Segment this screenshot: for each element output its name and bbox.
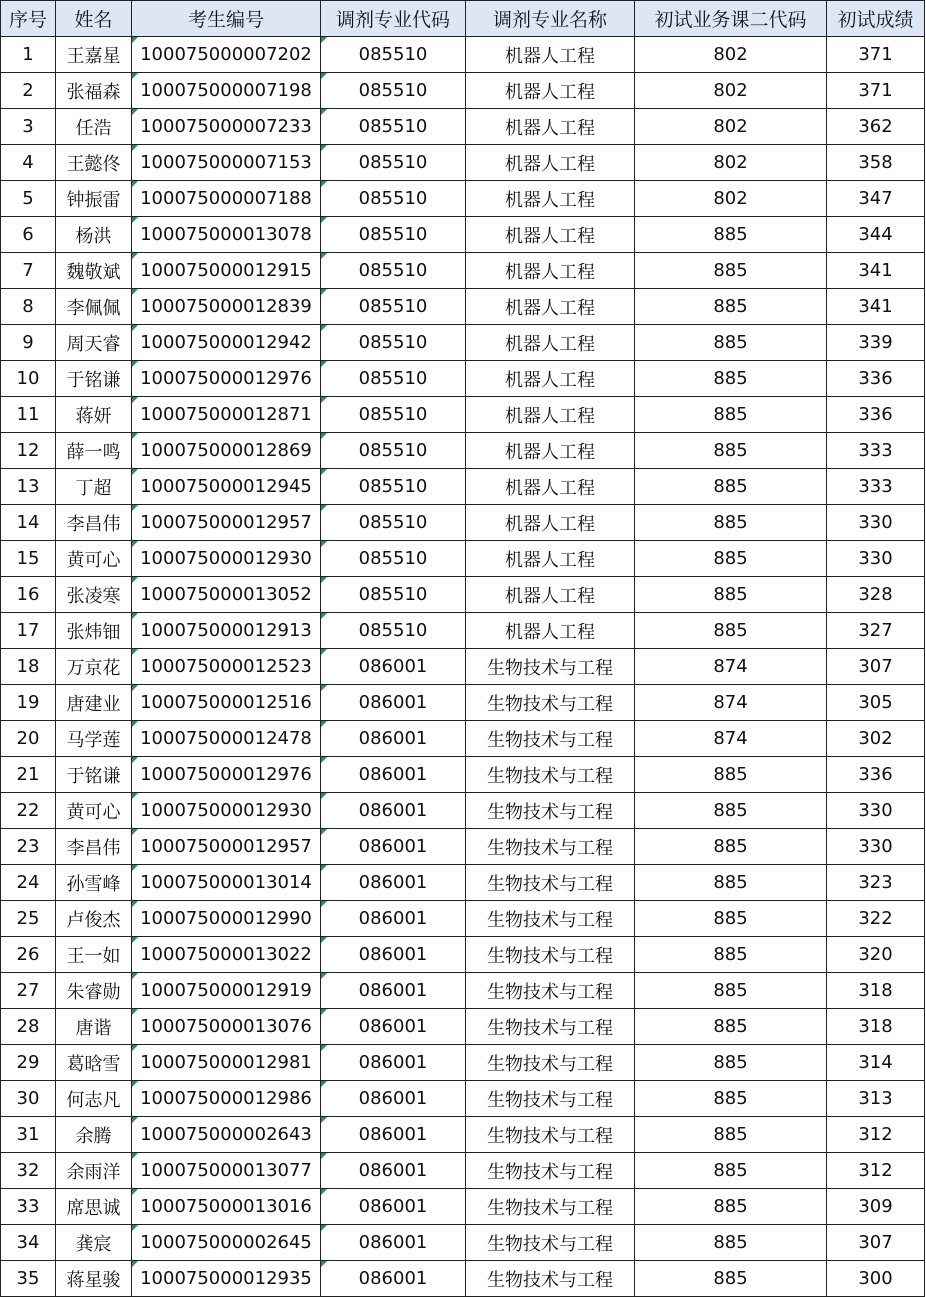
cell-course-code: 885 — [635, 1225, 827, 1261]
cell-candidate-id: 100075000012976 — [132, 361, 321, 397]
cell-score: 327 — [827, 613, 925, 649]
cell-seq: 2 — [1, 73, 56, 109]
cell-course-code: 885 — [635, 1189, 827, 1225]
table-row — [1, 289, 925, 325]
cell-course-code: 885 — [635, 1045, 827, 1081]
cell-seq: 22 — [1, 793, 56, 829]
cell-seq: 12 — [1, 433, 56, 469]
cell-name: 黄可心 — [56, 541, 132, 577]
cell-major-code: 086001 — [321, 1117, 466, 1153]
cell-major-name: 生物技术与工程 — [466, 1009, 635, 1045]
cell-major-code: 085510 — [321, 289, 466, 325]
table-row — [1, 973, 925, 1009]
cell-major-code: 086001 — [321, 1009, 466, 1045]
table-row — [1, 361, 925, 397]
header-seq: 序号 — [1, 1, 56, 37]
cell-score: 371 — [827, 37, 925, 73]
cell-name: 葛晗雪 — [56, 1045, 132, 1081]
header-row — [1, 1, 925, 37]
table-row — [1, 217, 925, 253]
cell-candidate-id: 100075000012869 — [132, 433, 321, 469]
cell-major-code: 085510 — [321, 361, 466, 397]
table-row — [1, 109, 925, 145]
table-row — [1, 901, 925, 937]
cell-score: 336 — [827, 397, 925, 433]
cell-candidate-id: 100075000012930 — [132, 793, 321, 829]
cell-candidate-id: 100075000012930 — [132, 541, 321, 577]
cell-seq: 20 — [1, 721, 56, 757]
cell-score: 362 — [827, 109, 925, 145]
cell-seq: 4 — [1, 145, 56, 181]
cell-score: 339 — [827, 325, 925, 361]
cell-major-code: 086001 — [321, 757, 466, 793]
cell-candidate-id: 100075000012523 — [132, 649, 321, 685]
cell-score: 333 — [827, 433, 925, 469]
cell-major-name: 机器人工程 — [466, 109, 635, 145]
cell-candidate-id: 100075000012935 — [132, 1261, 321, 1297]
table-row — [1, 649, 925, 685]
cell-candidate-id: 100075000012919 — [132, 973, 321, 1009]
cell-name: 蒋星骏 — [56, 1261, 132, 1297]
cell-seq: 31 — [1, 1117, 56, 1153]
cell-course-code: 885 — [635, 973, 827, 1009]
cell-candidate-id: 100075000012957 — [132, 829, 321, 865]
cell-seq: 13 — [1, 469, 56, 505]
cell-score: 341 — [827, 253, 925, 289]
header-score: 初试成绩 — [827, 1, 925, 37]
cell-major-code: 085510 — [321, 433, 466, 469]
cell-major-code: 085510 — [321, 217, 466, 253]
cell-name: 黄可心 — [56, 793, 132, 829]
cell-name: 万京花 — [56, 649, 132, 685]
table-row — [1, 685, 925, 721]
cell-major-code: 085510 — [321, 397, 466, 433]
cell-seq: 21 — [1, 757, 56, 793]
cell-candidate-id: 100075000012915 — [132, 253, 321, 289]
cell-score: 328 — [827, 577, 925, 613]
cell-major-code: 085510 — [321, 469, 466, 505]
cell-course-code: 802 — [635, 145, 827, 181]
cell-course-code: 885 — [635, 433, 827, 469]
cell-major-code: 086001 — [321, 901, 466, 937]
cell-major-code: 086001 — [321, 865, 466, 901]
cell-course-code: 874 — [635, 649, 827, 685]
header-major-name: 调剂专业名称 — [466, 1, 635, 37]
cell-seq: 11 — [1, 397, 56, 433]
cell-name: 李昌伟 — [56, 829, 132, 865]
cell-course-code: 885 — [635, 937, 827, 973]
cell-candidate-id: 100075000012981 — [132, 1045, 321, 1081]
cell-major-name: 生物技术与工程 — [466, 649, 635, 685]
cell-seq: 5 — [1, 181, 56, 217]
cell-seq: 14 — [1, 505, 56, 541]
cell-name: 丁超 — [56, 469, 132, 505]
cell-name: 周天睿 — [56, 325, 132, 361]
cell-candidate-id: 100075000007233 — [132, 109, 321, 145]
cell-major-code: 086001 — [321, 829, 466, 865]
cell-course-code: 885 — [635, 289, 827, 325]
cell-name: 孙雪峰 — [56, 865, 132, 901]
cell-seq: 7 — [1, 253, 56, 289]
cell-score: 330 — [827, 829, 925, 865]
cell-candidate-id: 100075000007198 — [132, 73, 321, 109]
cell-course-code: 874 — [635, 685, 827, 721]
cell-seq: 9 — [1, 325, 56, 361]
cell-major-code: 086001 — [321, 685, 466, 721]
cell-major-name: 生物技术与工程 — [466, 1081, 635, 1117]
table-row — [1, 1153, 925, 1189]
table-row — [1, 865, 925, 901]
cell-candidate-id: 100075000002645 — [132, 1225, 321, 1261]
cell-course-code: 885 — [635, 361, 827, 397]
table-row — [1, 1189, 925, 1225]
cell-course-code: 874 — [635, 721, 827, 757]
cell-course-code: 885 — [635, 1081, 827, 1117]
cell-score: 307 — [827, 649, 925, 685]
cell-name: 张凌寒 — [56, 577, 132, 613]
cell-seq: 33 — [1, 1189, 56, 1225]
cell-major-name: 机器人工程 — [466, 433, 635, 469]
cell-seq: 29 — [1, 1045, 56, 1081]
cell-score: 320 — [827, 937, 925, 973]
cell-seq: 24 — [1, 865, 56, 901]
cell-major-code: 085510 — [321, 577, 466, 613]
cell-candidate-id: 100075000013077 — [132, 1153, 321, 1189]
cell-score: 302 — [827, 721, 925, 757]
cell-score: 358 — [827, 145, 925, 181]
cell-score: 313 — [827, 1081, 925, 1117]
cell-name: 唐建业 — [56, 685, 132, 721]
cell-course-code: 885 — [635, 253, 827, 289]
cell-major-code: 086001 — [321, 793, 466, 829]
header-name: 姓名 — [56, 1, 132, 37]
cell-name: 魏敬斌 — [56, 253, 132, 289]
cell-major-code: 085510 — [321, 325, 466, 361]
table-row — [1, 505, 925, 541]
cell-major-name: 机器人工程 — [466, 181, 635, 217]
cell-seq: 6 — [1, 217, 56, 253]
cell-score: 347 — [827, 181, 925, 217]
cell-course-code: 885 — [635, 1153, 827, 1189]
cell-seq: 18 — [1, 649, 56, 685]
cell-seq: 30 — [1, 1081, 56, 1117]
cell-candidate-id: 100075000012516 — [132, 685, 321, 721]
cell-score: 330 — [827, 793, 925, 829]
cell-major-name: 机器人工程 — [466, 37, 635, 73]
table-row — [1, 325, 925, 361]
cell-course-code: 885 — [635, 865, 827, 901]
cell-name: 杨洪 — [56, 217, 132, 253]
cell-course-code: 885 — [635, 793, 827, 829]
cell-course-code: 885 — [635, 541, 827, 577]
cell-course-code: 885 — [635, 1009, 827, 1045]
cell-candidate-id: 100075000007188 — [132, 181, 321, 217]
cell-seq: 34 — [1, 1225, 56, 1261]
header-course-code: 初试业务课二代码 — [635, 1, 827, 37]
cell-name: 朱睿勋 — [56, 973, 132, 1009]
cell-name: 于铭谦 — [56, 757, 132, 793]
cell-name: 李佩佩 — [56, 289, 132, 325]
table-row — [1, 721, 925, 757]
cell-score: 312 — [827, 1153, 925, 1189]
cell-name: 龚宸 — [56, 1225, 132, 1261]
cell-major-code: 086001 — [321, 937, 466, 973]
cell-course-code: 802 — [635, 73, 827, 109]
cell-major-code: 086001 — [321, 1261, 466, 1297]
cell-candidate-id: 100075000012957 — [132, 505, 321, 541]
cell-seq: 3 — [1, 109, 56, 145]
cell-major-name: 生物技术与工程 — [466, 1261, 635, 1297]
table-row — [1, 829, 925, 865]
cell-major-name: 机器人工程 — [466, 145, 635, 181]
cell-major-name: 生物技术与工程 — [466, 1189, 635, 1225]
table-row — [1, 1009, 925, 1045]
cell-major-code: 086001 — [321, 1189, 466, 1225]
table-row — [1, 469, 925, 505]
table-row — [1, 1117, 925, 1153]
cell-seq: 8 — [1, 289, 56, 325]
cell-name: 席思诚 — [56, 1189, 132, 1225]
cell-score: 312 — [827, 1117, 925, 1153]
cell-major-code: 085510 — [321, 613, 466, 649]
cell-score: 309 — [827, 1189, 925, 1225]
cell-candidate-id: 100075000013076 — [132, 1009, 321, 1045]
table-row — [1, 1261, 925, 1297]
cell-name: 张福森 — [56, 73, 132, 109]
cell-major-code: 086001 — [321, 1045, 466, 1081]
cell-name: 蒋妍 — [56, 397, 132, 433]
cell-candidate-id: 100075000013078 — [132, 217, 321, 253]
cell-name: 卢俊杰 — [56, 901, 132, 937]
header-major-code: 调剂专业代码 — [321, 1, 466, 37]
cell-course-code: 885 — [635, 1117, 827, 1153]
cell-seq: 16 — [1, 577, 56, 613]
cell-major-name: 机器人工程 — [466, 325, 635, 361]
cell-score: 318 — [827, 1009, 925, 1045]
cell-major-code: 086001 — [321, 973, 466, 1009]
cell-candidate-id: 100075000012945 — [132, 469, 321, 505]
cell-major-code: 086001 — [321, 1081, 466, 1117]
cell-major-code: 085510 — [321, 109, 466, 145]
cell-seq: 28 — [1, 1009, 56, 1045]
cell-score: 371 — [827, 73, 925, 109]
cell-major-name: 生物技术与工程 — [466, 1045, 635, 1081]
cell-major-code: 086001 — [321, 721, 466, 757]
cell-course-code: 885 — [635, 505, 827, 541]
cell-major-name: 机器人工程 — [466, 613, 635, 649]
cell-name: 张炜钿 — [56, 613, 132, 649]
cell-candidate-id: 100075000013052 — [132, 577, 321, 613]
cell-course-code: 802 — [635, 109, 827, 145]
cell-course-code: 885 — [635, 901, 827, 937]
table-body — [1, 37, 925, 1297]
table-row — [1, 577, 925, 613]
cell-name: 马学莲 — [56, 721, 132, 757]
cell-seq: 1 — [1, 37, 56, 73]
table-row — [1, 397, 925, 433]
cell-candidate-id: 100075000012871 — [132, 397, 321, 433]
cell-major-code: 085510 — [321, 253, 466, 289]
cell-major-name: 生物技术与工程 — [466, 721, 635, 757]
table-row — [1, 181, 925, 217]
cell-major-code: 086001 — [321, 1225, 466, 1261]
cell-name: 王懿佟 — [56, 145, 132, 181]
cell-major-name: 生物技术与工程 — [466, 901, 635, 937]
cell-course-code: 885 — [635, 829, 827, 865]
cell-seq: 25 — [1, 901, 56, 937]
cell-major-name: 生物技术与工程 — [466, 685, 635, 721]
cell-name: 薛一鸣 — [56, 433, 132, 469]
cell-candidate-id: 100075000012942 — [132, 325, 321, 361]
cell-course-code: 885 — [635, 397, 827, 433]
cell-course-code: 885 — [635, 325, 827, 361]
cell-score: 314 — [827, 1045, 925, 1081]
table-row — [1, 1225, 925, 1261]
cell-seq: 35 — [1, 1261, 56, 1297]
cell-candidate-id: 100075000013014 — [132, 865, 321, 901]
cell-score: 336 — [827, 361, 925, 397]
cell-major-name: 机器人工程 — [466, 73, 635, 109]
cell-candidate-id: 100075000012478 — [132, 721, 321, 757]
header-candidate-id: 考生编号 — [132, 1, 321, 37]
cell-seq: 19 — [1, 685, 56, 721]
cell-name: 何志凡 — [56, 1081, 132, 1117]
cell-course-code: 885 — [635, 757, 827, 793]
cell-name: 任浩 — [56, 109, 132, 145]
table-row — [1, 253, 925, 289]
cell-candidate-id: 100075000012913 — [132, 613, 321, 649]
cell-candidate-id: 100075000013022 — [132, 937, 321, 973]
table-row — [1, 73, 925, 109]
cell-score: 341 — [827, 289, 925, 325]
cell-major-name: 生物技术与工程 — [466, 937, 635, 973]
cell-major-name: 生物技术与工程 — [466, 829, 635, 865]
cell-major-name: 机器人工程 — [466, 361, 635, 397]
cell-name: 于铭谦 — [56, 361, 132, 397]
cell-seq: 10 — [1, 361, 56, 397]
cell-candidate-id: 100075000012976 — [132, 757, 321, 793]
cell-major-name: 机器人工程 — [466, 289, 635, 325]
cell-major-name: 生物技术与工程 — [466, 793, 635, 829]
cell-seq: 23 — [1, 829, 56, 865]
cell-score: 322 — [827, 901, 925, 937]
cell-name: 唐谐 — [56, 1009, 132, 1045]
cell-seq: 26 — [1, 937, 56, 973]
cell-major-name: 生物技术与工程 — [466, 1117, 635, 1153]
cell-major-code: 086001 — [321, 649, 466, 685]
cell-major-code: 085510 — [321, 505, 466, 541]
cell-major-name: 生物技术与工程 — [466, 757, 635, 793]
cell-major-name: 生物技术与工程 — [466, 973, 635, 1009]
cell-course-code: 802 — [635, 181, 827, 217]
cell-major-code: 085510 — [321, 541, 466, 577]
cell-course-code: 802 — [635, 37, 827, 73]
table-row — [1, 145, 925, 181]
cell-name: 李昌伟 — [56, 505, 132, 541]
cell-score: 318 — [827, 973, 925, 1009]
cell-score: 330 — [827, 505, 925, 541]
table-row — [1, 793, 925, 829]
table-row — [1, 433, 925, 469]
cell-candidate-id: 100075000007202 — [132, 37, 321, 73]
cell-major-name: 生物技术与工程 — [466, 1225, 635, 1261]
cell-major-code: 085510 — [321, 73, 466, 109]
cell-candidate-id: 100075000013016 — [132, 1189, 321, 1225]
cell-score: 336 — [827, 757, 925, 793]
cell-major-code: 085510 — [321, 181, 466, 217]
cell-candidate-id: 100075000007153 — [132, 145, 321, 181]
table-row — [1, 757, 925, 793]
cell-seq: 32 — [1, 1153, 56, 1189]
cell-major-code: 085510 — [321, 145, 466, 181]
cell-course-code: 885 — [635, 469, 827, 505]
table-row — [1, 937, 925, 973]
cell-score: 344 — [827, 217, 925, 253]
cell-name: 王一如 — [56, 937, 132, 973]
cell-seq: 27 — [1, 973, 56, 1009]
cell-major-name: 机器人工程 — [466, 217, 635, 253]
cell-major-name: 机器人工程 — [466, 253, 635, 289]
cell-course-code: 885 — [635, 577, 827, 613]
cell-course-code: 885 — [635, 217, 827, 253]
cell-major-code: 086001 — [321, 1153, 466, 1189]
cell-score: 323 — [827, 865, 925, 901]
cell-score: 307 — [827, 1225, 925, 1261]
cell-score: 330 — [827, 541, 925, 577]
cell-major-name: 机器人工程 — [466, 541, 635, 577]
table-row — [1, 37, 925, 73]
cell-major-name: 生物技术与工程 — [466, 865, 635, 901]
cell-name: 余雨洋 — [56, 1153, 132, 1189]
cell-major-name: 机器人工程 — [466, 397, 635, 433]
cell-seq: 17 — [1, 613, 56, 649]
cell-candidate-id: 100075000012839 — [132, 289, 321, 325]
cell-major-name: 生物技术与工程 — [466, 1153, 635, 1189]
table-row — [1, 1045, 925, 1081]
cell-candidate-id: 100075000002643 — [132, 1117, 321, 1153]
cell-name: 王嘉星 — [56, 37, 132, 73]
cell-score: 300 — [827, 1261, 925, 1297]
cell-major-name: 机器人工程 — [466, 469, 635, 505]
cell-major-code: 085510 — [321, 37, 466, 73]
table-row — [1, 613, 925, 649]
table-row — [1, 1081, 925, 1117]
cell-score: 305 — [827, 685, 925, 721]
cell-name: 钟振雷 — [56, 181, 132, 217]
cell-course-code: 885 — [635, 1261, 827, 1297]
table-header — [1, 1, 925, 37]
cell-candidate-id: 100075000012990 — [132, 901, 321, 937]
table-row — [1, 541, 925, 577]
cell-name: 余腾 — [56, 1117, 132, 1153]
cell-major-name: 机器人工程 — [466, 577, 635, 613]
cell-major-name: 机器人工程 — [466, 505, 635, 541]
cell-candidate-id: 100075000012986 — [132, 1081, 321, 1117]
cell-seq: 15 — [1, 541, 56, 577]
cell-score: 333 — [827, 469, 925, 505]
cell-course-code: 885 — [635, 613, 827, 649]
